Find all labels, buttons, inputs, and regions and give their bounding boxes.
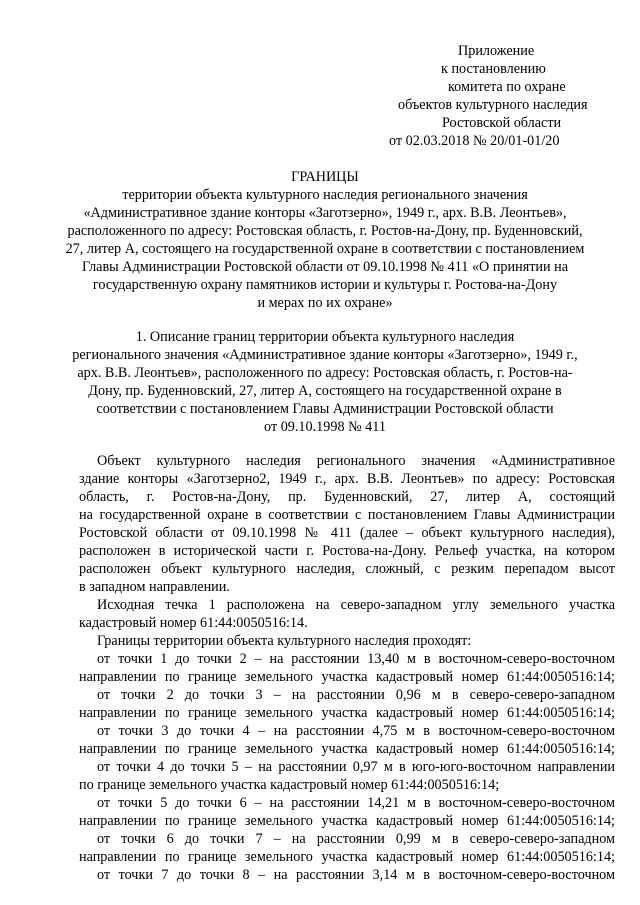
section-heading-line: регионального значения «Административное здание конторы «Заготзерно», 1949 г., [72,347,578,363]
body-line: Объект культурного наследия регионального значения «Административное [97,453,615,469]
section-heading-line: соответствии с постановлением Главы Администрации Ростовской области [96,401,554,417]
title-line: территории объекта культурного наследия регионального значения [122,187,528,203]
title-line: расположенного по адресу: Ростовская область, г. Ростов-на-Дону, пр. Буденновский, [67,223,583,239]
body-line: направлении по границе земельного участка кадастровый номер 61:44:0050516:14; [79,669,615,685]
body-line: здание конторы «Заготзерно2, 1949 г., арх. В.В. Леонтьев» по адресу: Ростовская [79,471,615,487]
body-line: от точки 5 до точки 6 – на расстоянии 14,21 м в восточном-северо-восточном [97,795,615,811]
body-line: расположен в исторической части г. Ростова-на-Дону. Рельеф участка, на котором [79,543,615,559]
body-line: от точки 3 до точки 4 – на расстоянии 4,75 м в восточном-северо-восточном [97,723,615,739]
body-line: от точки 6 до точки 7 – на расстоянии 0,99 м в северо-северо-западном [97,831,615,847]
title-line: 27, литер А, состоящего на государственной охране в соответствии с постановлением [65,241,585,257]
body-line: направлении по границе земельного участка кадастровый номер 61:44:0050516:14; [79,849,615,865]
body-line: от точки 2 до точки 3 – на расстоянии 0,96 м в северо-северо-западном [97,687,615,703]
body-line: кадастровый номер 61:44:0050516:14. [79,615,308,631]
appendix-line: к постановлению [441,61,546,77]
title-line: «Административное здание конторы «Заготзерно», 1949 г., арх. В.В. Леонтьев», [83,205,567,221]
document-title: ГРАНИЦЫ [291,169,359,185]
body-line: от точки 1 до точки 2 – на расстоянии 13,40 м в восточном-северо-восточном [97,651,615,667]
body-line: направлении по границе земельного участка кадастровый номер 61:44:0050516:14; [79,813,615,829]
body-line: на государственной охране в соответствии с постановлением Главы Администрации [79,507,615,523]
section-heading-line: Дону, пр. Буденновский, 27, литер А, состоящего на государственной охране в [88,383,562,399]
body-line: направлении по границе земельного участка кадастровый номер 61:44:0050516:14; [79,705,615,721]
section-heading-line: от 09.10.1998 № 411 [264,419,386,435]
body-line: Исходная течка 1 расположена на северо-западном углу земельного участка [97,597,615,613]
body-line: от точки 7 до точки 8 – на расстоянии 3,14 м в восточном-северо-восточном [97,867,615,883]
appendix-line: Ростовской области [442,115,562,131]
section-heading-line: арх. В.В. Леонтьев», расположенного по адресу: Ростовская область, г. Ростов-на- [77,365,573,381]
body-line: по границе земельного участка кадастровый номер 61:44:0050516:14; [79,777,500,793]
body-line: расположен объект культурного наследия, сложный, с резким перепадом высот [79,561,615,577]
section-heading-line: 1. Описание границ территории объекта культурного наследия [135,329,515,345]
body-line: область, г. Ростов-на-Дону, пр. Буденновский, 27, литер А, состоящий [79,489,615,505]
body-line: направлении по границе земельного участка кадастровый номер 61:44:0050516:14; [79,741,615,757]
appendix-line: объектов культурного наследия [398,97,588,113]
body-line: Границы территории объекта культурного наследия проходят: [97,633,472,649]
body-line: Ростовской области от 09.10.1998 № 411 (далее – объект культурного наследия), [79,525,615,541]
title-line: Главы Администрации Ростовской области от 09.10.1998 № 411 «О принятии на [81,259,569,275]
title-line: и мерах по их охране» [257,295,393,311]
body-line: в западном направлении. [79,579,230,595]
appendix-line: от 02.03.2018 № 20/01-01/20 [389,133,560,149]
appendix-line: комитета по охране [448,79,566,95]
appendix-line: Приложение [458,43,535,59]
body-line: от точки 4 до точки 5 – на расстоянии 0,97 м в юго-юго-восточном направлении [97,759,615,775]
title-line: государственную охрану памятников истории и культуры г. Ростова-на-Дону [92,277,558,293]
